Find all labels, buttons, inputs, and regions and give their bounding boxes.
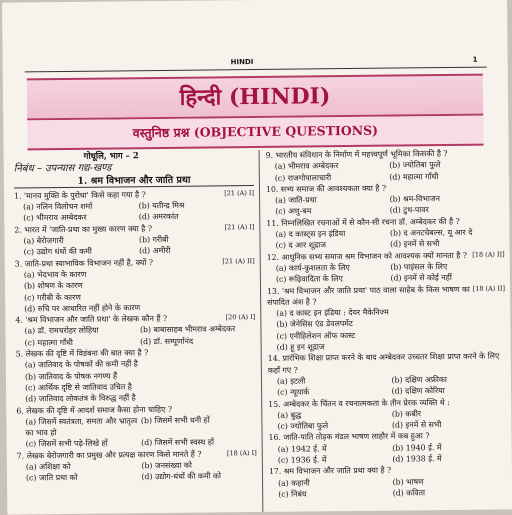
answer-option: (b) दक्षिण अफ्रीका (391, 374, 447, 385)
question-text: [18 (A) II] 12. आधुनिक सभ्य समाज श्रम विभाजन को आवश्यक क्यों मानता है ? (266, 250, 505, 262)
question-text: [21 (A) I] 2. भारत में 'जाति-प्रथा का मुख्य कारण क्या है ? (14, 222, 255, 235)
exam-reference: [21 (A) I] (224, 222, 255, 232)
question-item (15, 312, 255, 348)
question-item (267, 249, 505, 285)
header-rule (25, 67, 487, 73)
answer-option: (d) रुचि पर आधारित नहीं होने के कारण (24, 303, 141, 314)
answer-option: (a) डॉ. रामचरोहर लोहिया (24, 326, 99, 336)
question-item (269, 464, 507, 500)
answer-option: (b) ज्योतिबा फुले (389, 160, 441, 170)
left-question-list (14, 188, 257, 484)
question-item (14, 188, 254, 224)
section-heading: गोधूलि, भाग – 2 (83, 151, 139, 162)
question-text: 6. लेखक की दृष्टि में आदर्श समाज कैसा होना चाहिए ? (16, 404, 173, 416)
answer-option: (a) अशिक्षा को (25, 461, 71, 472)
answer-option: (d) जातिवाद लोकतंत्र के विरुद्ध नहीं है (25, 393, 136, 404)
question-text: [20 (A) I] 4. 'श्रम विभाजन और जाति प्रथा' के लेखक कौन हैं ? (15, 313, 256, 325)
question-text: 5. लेखक की दृष्टि में विडंबना की बात क्या है ? (15, 348, 149, 359)
question-text: [21 (A) II] 3. जाति-प्रथा स्वाभाविक विभाजन नहीं है, क्यों ? (14, 256, 255, 269)
answer-option: (d) इनमें से सभी (391, 420, 442, 430)
answer-option: (c) द आर शूद्राज (275, 240, 327, 251)
page-subtitle: वस्तुनिष्ठ प्रश्न (OBJECTIVE QUESTIONS) (132, 122, 379, 141)
answer-option: (d) इनमें से सभी (390, 239, 440, 249)
answer-option: (a) कहानी (278, 478, 310, 488)
question-text: [18 (A) I] 7. लेखक बेरोजगारी का प्रमुख और प्रत्यक्ष कारण किसे मानते हैं ? (16, 448, 257, 461)
question-text: 15. अम्बेदकर के चिंतन व रचनात्मकता के तीन प्रेरक व्यक्ति थे : (268, 397, 450, 409)
answer-option: (a) भीमराव अम्बेदकर (274, 161, 339, 172)
answer-option: (a) जिसमें स्वतंत्रता, समता और भ्रातृत्व का भाव हो (25, 416, 138, 438)
answer-options (267, 306, 505, 354)
answer-option: (a) बुद्ध (277, 410, 302, 420)
answer-option: (d) जिसमें सभी स्वस्थ हों (141, 437, 215, 448)
answer-option: (a) बेरोजगारी (23, 236, 64, 246)
answer-options (268, 407, 506, 432)
question-item (268, 396, 506, 432)
right-question-list (266, 147, 508, 500)
question-text: 9. भारतीय संविधान के निर्माण में महत्त्वपूर्ण भूमिका किसकी है ? (265, 148, 448, 160)
answer-option: (c) 1936 ई. में (277, 455, 327, 465)
question-text: 10. सभ्य समाज की आवश्यकता क्या है ? (265, 183, 387, 194)
subtitle-band (27, 116, 483, 151)
answer-option: (c) महात्मा गाँधी (24, 337, 73, 348)
page-number: 1 (472, 55, 478, 64)
answer-option: (d) टुथ-पावर (389, 205, 429, 216)
textbook-page (2, 0, 512, 515)
title-band (27, 74, 483, 121)
question-item (268, 351, 506, 399)
question-item (266, 215, 504, 251)
exam-reference: [20 (A) I] (225, 313, 256, 322)
answer-options (14, 233, 254, 258)
question-item (269, 430, 507, 466)
answer-option: (d) इनमें से कोई नहीं (390, 273, 452, 283)
answer-option: (c) अणु-बम (275, 206, 312, 217)
answer-option: (d) डॉ. सम्पूर्णानंद (140, 336, 194, 346)
handwritten-note: निबंध – उपन्यास गद्य-खण्ड (13, 162, 112, 175)
answer-option: (a) इटली (276, 376, 306, 386)
answer-options (266, 226, 504, 251)
answer-option: (c) ज्योतिबा फुले (277, 421, 329, 431)
question-text: 17. श्रम विभाजन और जाति प्रथा क्या है ? (268, 465, 392, 477)
answer-option: (c) जाति प्रथा को (25, 473, 78, 483)
answer-option: (c) निबंध (278, 489, 307, 499)
answer-option: (d) हू इन शूद्राज (276, 342, 325, 352)
page-title: हिन्दी (HINDI) (179, 83, 331, 111)
answer-option: (a) जातिवाद के पोषकों की कमी नहीं है (24, 359, 138, 370)
answer-option: (a) नलिन विलोचन शर्मा (23, 201, 93, 212)
answer-option: (b) यतीन्द्र मिश्र (138, 200, 185, 211)
question-item (16, 346, 257, 405)
answer-option: (b) श्रम-विभाजन (389, 194, 440, 204)
left-column (14, 150, 257, 484)
question-item (17, 448, 257, 484)
answer-option: (a) जाति-प्रथा (275, 195, 317, 205)
answer-option: (d) अमीरी (139, 246, 171, 256)
answer-options (15, 323, 255, 348)
exam-reference: [21 (A) II] (222, 256, 255, 266)
question-item (266, 181, 504, 217)
running-header (3, 55, 508, 67)
answer-option: (c) गरीबी के कारण (24, 292, 81, 302)
answer-option: (b) द अनटचेबल्स, यू आर दे (389, 227, 473, 238)
question-item (16, 403, 256, 451)
answer-options (267, 260, 505, 285)
exam-reference: [18 (A) II] (472, 283, 506, 293)
running-title: HINDI (230, 58, 254, 67)
chapter-title: 1. श्रम विभाजन और जाति प्रथा (14, 174, 254, 189)
answer-option: (a) कार्य-कुशलता के लिए (275, 262, 350, 273)
answer-options (16, 414, 256, 450)
answer-option: (b) बाबासाहब भीमराव अम्बेदकर (139, 324, 236, 335)
answer-option: (c) आर्थिक दृष्टि से जातिवाद उचित है (25, 382, 132, 393)
answer-option: (d) उद्योग-धंधों की कमी को (141, 471, 222, 482)
question-item (267, 283, 506, 353)
question-text: 14. प्रारंभिक शिक्षा प्राप्त करने के बाद अम्बेदकर उच्चतर शिक्षा प्राप्त करने के लिए कहाँ गए ? (267, 351, 500, 375)
answer-option: (a) द कास्ट इन इंडिया : देयर मैकेनिज्म (276, 307, 389, 318)
answer-option: (a) द कास्ट्स इन इंडिया (275, 229, 346, 239)
answer-option: (a) 1942 ई. में (277, 443, 327, 454)
answer-options (269, 441, 507, 466)
answer-option: (d) अमरकांत (138, 212, 179, 222)
question-item (15, 256, 256, 315)
answer-options (266, 193, 504, 218)
answer-option: (c) रूढ़िवादिता के लिए (275, 274, 343, 285)
answer-option: (d) 1938 ई. में (392, 454, 442, 464)
answer-option: (c) भीमराव अम्बेदकर (23, 213, 87, 223)
answer-option: (d) दक्षिण कोरिया (391, 386, 445, 396)
exam-reference: [18 (A) II] (472, 250, 505, 259)
answer-option: (c) राजगोपालाचारी (274, 172, 332, 183)
answer-option: (c) उद्योग धंधों की कमी (23, 247, 92, 257)
answer-option: (b) भाषण (392, 476, 424, 487)
answer-options (16, 357, 256, 405)
answer-option: (c) जिसमें सभी पढ़े-लिखे हों (25, 438, 108, 449)
question-item (266, 147, 504, 183)
answer-option: (b) कबीर (391, 409, 422, 419)
answer-options (268, 373, 506, 398)
answer-option: (a) भेदभाव के कारण (23, 269, 87, 280)
answer-option: (b) जातिवाद के पोषक नगण्य हैं (24, 371, 118, 382)
answer-options (15, 267, 255, 315)
answer-option: (d) कविता (392, 488, 426, 498)
answer-options (17, 459, 257, 484)
answer-options (269, 475, 507, 500)
exam-reference: [18 (A) I] (226, 448, 257, 458)
column-divider (259, 150, 264, 512)
answer-option: (b) जनसंख्या को (141, 460, 192, 471)
answer-option: (c) एनीहिलेशन ऑफ कास्ट (276, 330, 356, 341)
question-text: 11. निम्नलिखित रचनाओं में से कौन-सी रचना डॉ. अम्बेदकर की है ? (266, 216, 460, 228)
question-item (14, 222, 254, 258)
question-text: [21 (A) I] 1. 'मानव मुक्ति के पुरोधा' किसे कहा गया है ? (13, 188, 255, 201)
answer-options (14, 199, 254, 224)
question-text: [18 (A) II] 13. 'श्रम विभाजन और जाति प्रथा' पाठ वाला साहेब के किस भाषण का संपादित अंश है ? (267, 283, 506, 307)
answer-option: (c) न्यूयार्क (277, 387, 310, 398)
question-text: 16. जाति-पाति तोड़क मंडल भाषण लाहौर में कब हुआ ? (268, 431, 430, 443)
answer-option: (b) 1940 ई. में (392, 442, 442, 453)
answer-option: (b) जेनेसिस एंड डेवलपमेंट (276, 319, 353, 330)
exam-reference: [21 (A) I] (224, 188, 255, 198)
answer-option: (b) शोषण के कारण (23, 281, 83, 291)
answer-options (266, 159, 504, 184)
answer-option: (b) गरीबी (138, 234, 169, 245)
answer-option: (d) महात्मा गाँधी (389, 171, 439, 182)
right-column (266, 147, 508, 500)
answer-option: (b) पाइंसल के लिए (390, 261, 448, 272)
answer-option: (b) जिसमें सभी धनी हों (140, 415, 210, 426)
